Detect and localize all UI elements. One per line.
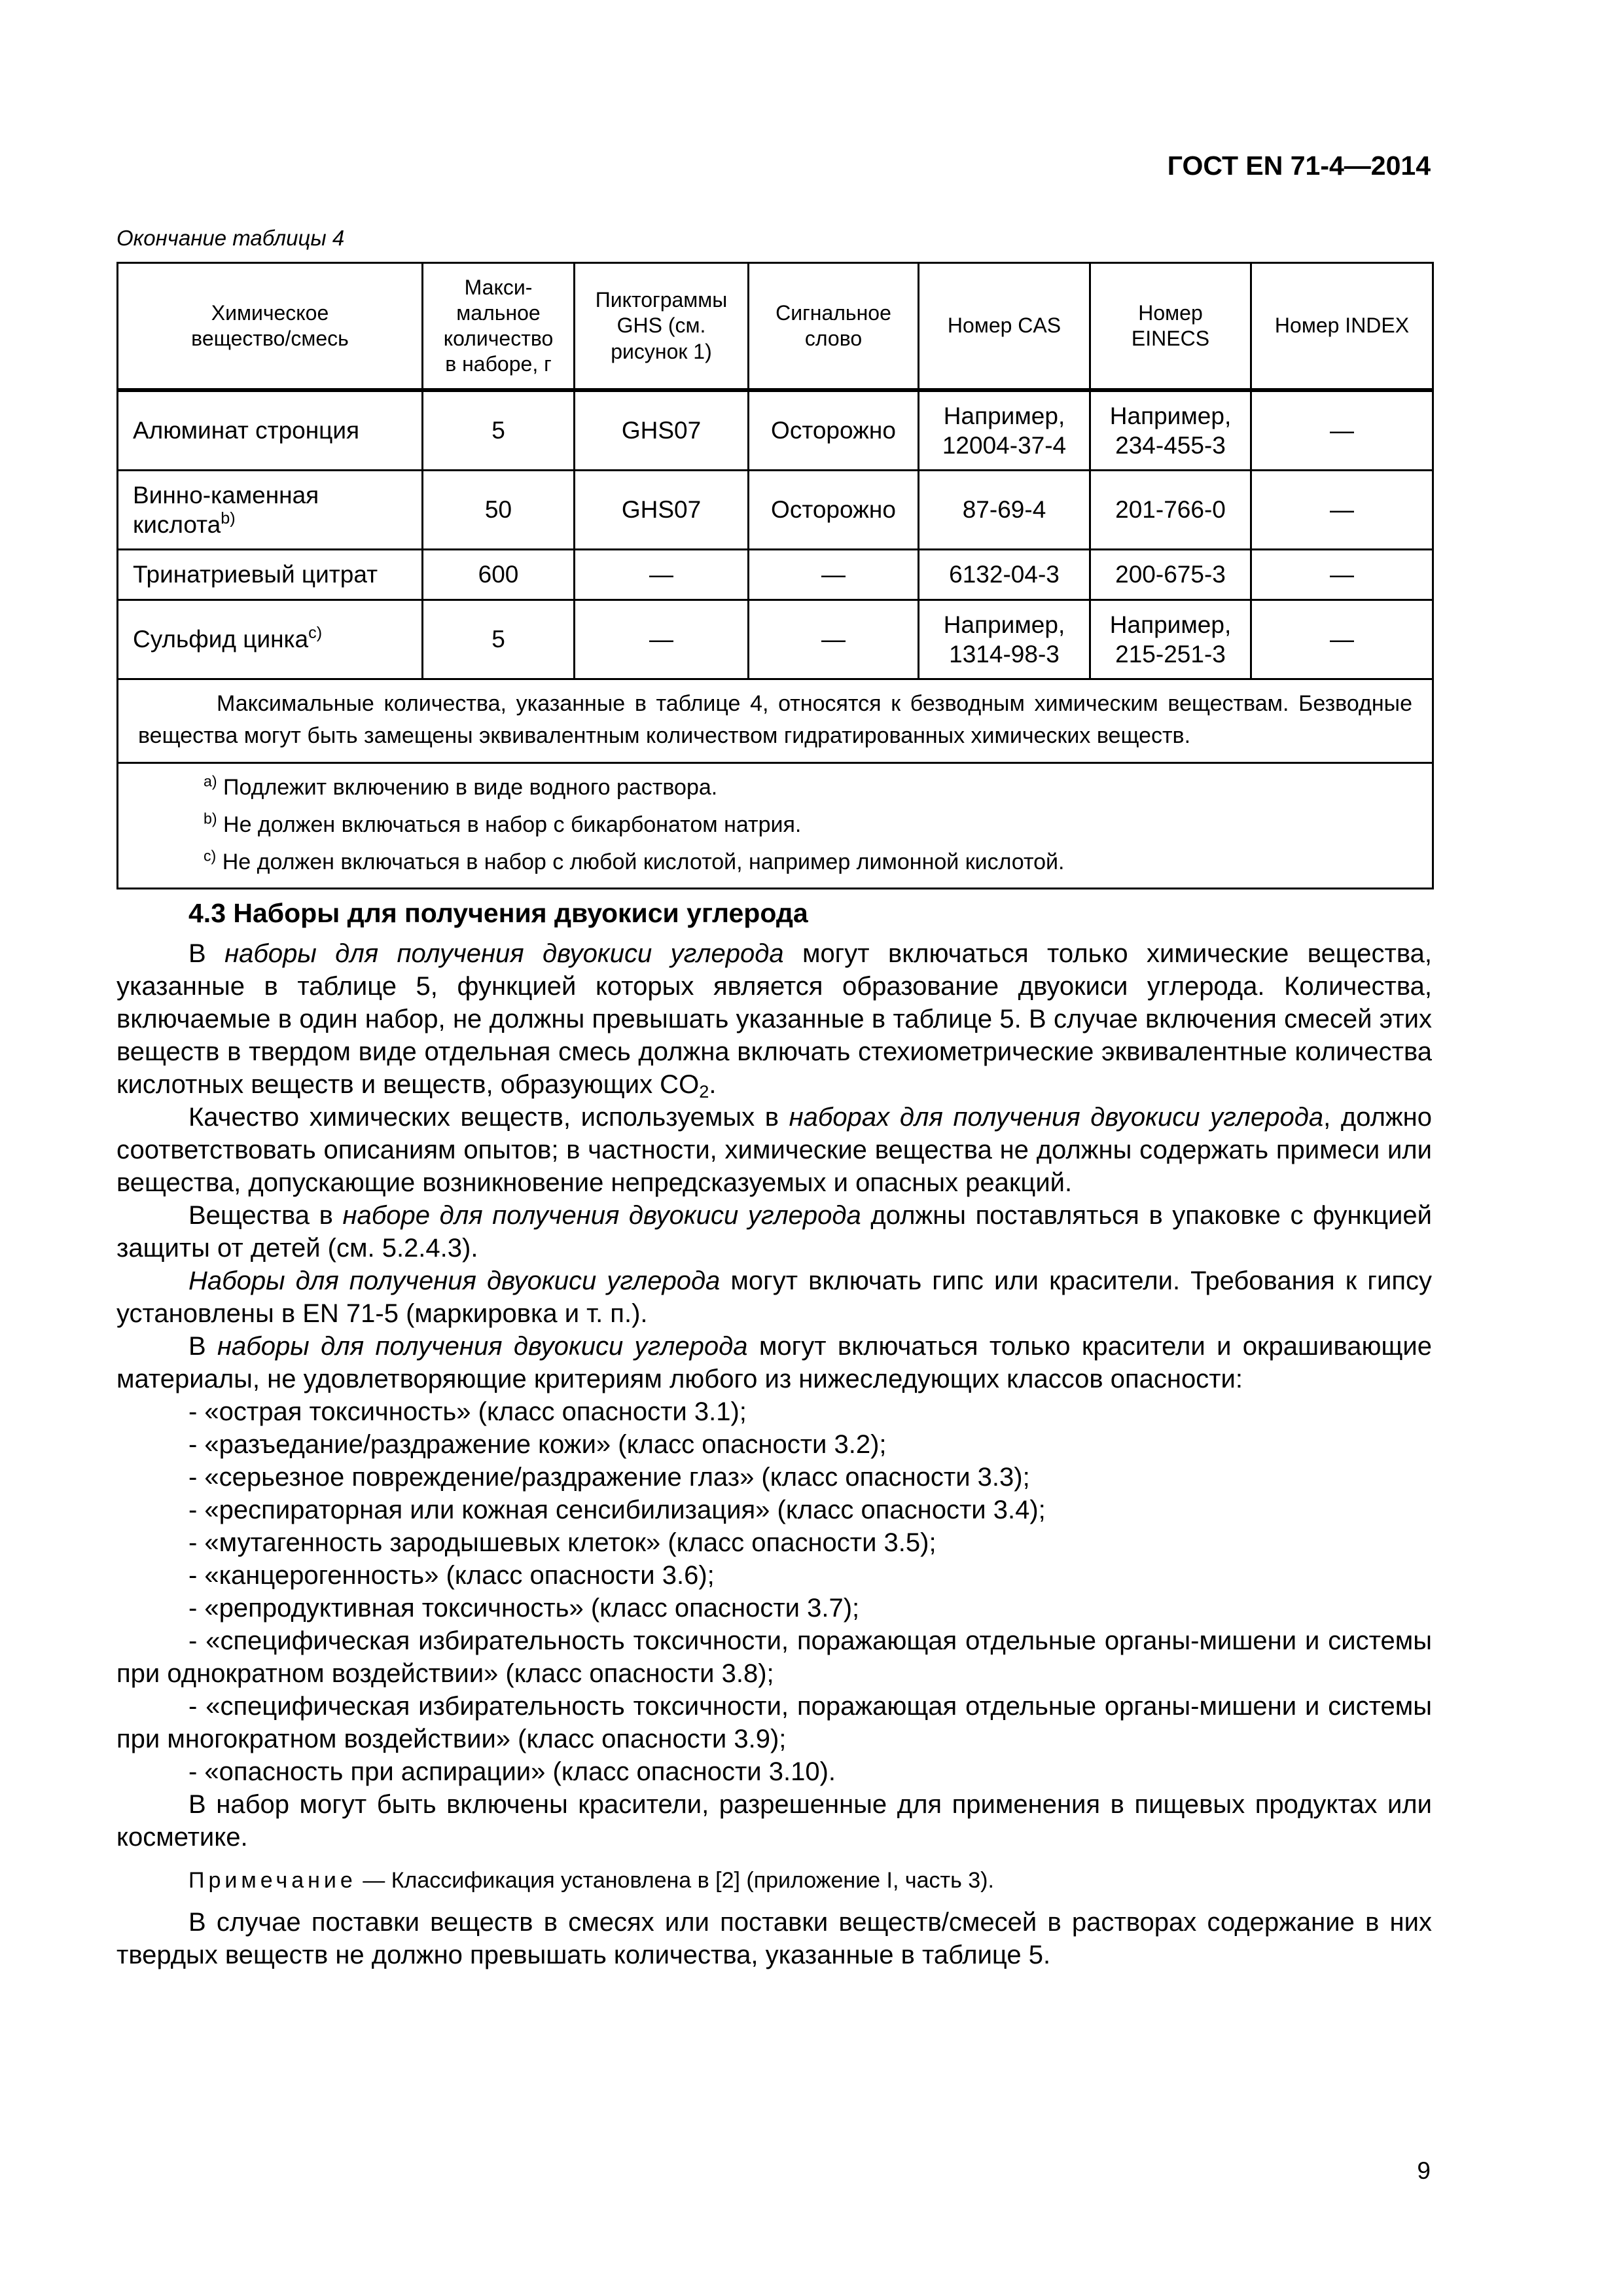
list-item: - «репродуктивная токсичность» (класс опасности 3.7); — [188, 1594, 860, 1623]
list-item: - «опасность при аспирации» (класс опасности 3.10). — [188, 1757, 836, 1786]
index-number: — — [1251, 390, 1433, 471]
signal-word: — — [749, 550, 919, 600]
cas-number: Например, 12004-37-4 — [919, 390, 1090, 471]
note: Примечание — Классификация установлена в [2] (приложение I, часть 3). — [188, 1868, 994, 1893]
substance-name: Тринатриевый цитрат — [118, 550, 423, 600]
column-header-cas: Номер CAS — [919, 263, 1090, 391]
footnote: $^{b)}$ Не должен включаться в набор с бикарбонатом натрия. — [204, 810, 802, 837]
list-item: - «специфическая избирательность токсичности, поражающая отдельные органы-мишени и системы при однократном воздействии» (класс опасности 3.8); — [116, 1626, 1432, 1688]
einecs-number: 201-766-0 — [1090, 471, 1251, 550]
list-item: - «разъедание/раздражение кожи» (класс опасности 3.2); — [188, 1430, 887, 1459]
paragraph: Наборы для получения двуокиси углерода могут включать гипс или красители. Требования к гипсу установлены в EN 71-5 (маркировка и т. п.). — [116, 1266, 1432, 1328]
max-quantity: 5 — [423, 600, 575, 679]
cas-number: 87-69-4 — [919, 471, 1090, 550]
max-quantity: 5 — [423, 390, 575, 471]
paragraph: В набор могут быть включены красители, разрешенные для применения в пищевых продуктах или косметике. — [116, 1790, 1432, 1852]
max-quantity: 50 — [423, 471, 575, 550]
einecs-number: 200-675-3 — [1090, 550, 1251, 600]
table-row — [118, 600, 1433, 679]
index-number: — — [1251, 600, 1433, 679]
cas-number: Например, 1314-98-3 — [919, 600, 1090, 679]
column-header-index: Номер INDEX — [1251, 263, 1433, 391]
note-label: Примечание — [188, 1868, 357, 1893]
section-heading: 4.3 Наборы для получения двуокиси углерода — [188, 898, 808, 928]
column-header-ghs: Пиктограммы GHS (см. рисунок 1) — [575, 263, 749, 391]
list-item: - «мутагенность зародышевых клеток» (класс опасности 3.5); — [188, 1528, 936, 1557]
signal-word: Осторожно — [749, 390, 919, 471]
list-item: - «респираторная или кожная сенсибилизация» (класс опасности 3.4); — [188, 1496, 1046, 1524]
list-item: - «острая токсичность» (класс опасности 3.1); — [188, 1397, 747, 1426]
column-header-max-quantity: Макси- мальное количество в наборе, г — [423, 263, 575, 391]
max-quantity: 600 — [423, 550, 575, 600]
einecs-number: Например, 215-251-3 — [1090, 600, 1251, 679]
einecs-number: Например, 234-455-3 — [1090, 390, 1251, 471]
page-number: 9 — [1417, 2157, 1431, 2184]
cas-number: 6132-04-3 — [919, 550, 1090, 600]
paragraph: Вещества в наборе для получения двуокиси углерода должны поставляться в упаковке с функцией защиты от детей (см. 5.2.4.3). — [116, 1201, 1432, 1263]
document-id: ГОСТ EN 71-4—2014 — [1167, 151, 1431, 181]
ghs-pictogram: GHS07 — [575, 390, 749, 471]
chemicals-table — [116, 262, 1434, 889]
table-caption: Окончание таблицы 4 — [116, 226, 345, 250]
table-row — [118, 471, 1433, 550]
footnote: $^{a)}$ Подлежит включению в виде водного раствора. — [204, 772, 718, 800]
footnote-ref: b) — [221, 509, 236, 528]
table-header-row — [118, 263, 1433, 391]
paragraph: В случае поставки веществ в смесях или поставки веществ/смесей в растворах содержание в них твердых веществ не должно превышать количества, указанные в таблице 5. — [116, 1908, 1432, 1969]
column-header-signal-word: Сигнальное слово — [749, 263, 919, 391]
list-item: - «канцерогенность» (класс опасности 3.6); — [188, 1561, 715, 1590]
ghs-pictogram: GHS07 — [575, 471, 749, 550]
substance-name: Сульфид цинка$^{c)}$ — [118, 600, 423, 679]
substance-name: Винно-каменная кислота$^{b)}$ — [118, 471, 423, 550]
list-item: - «серьезное повреждение/раздражение глаз» (класс опасности 3.3); — [188, 1463, 1030, 1492]
section-body — [116, 890, 1432, 1971]
table-note-row — [118, 679, 1433, 763]
substance-name: Алюминат стронция — [118, 390, 423, 471]
table-row — [118, 390, 1433, 471]
table-note: Максимальные количества, указанные в таблице 4, относятся к безводным химическим веществам. Безводные вещества могут быть замещены эквивалентным количеством гидратированных химических веществ. — [138, 691, 1412, 749]
footnote-ref: c) — [308, 624, 323, 643]
paragraph: В наборы для получения двуокиси углерода могут включаться только красители и окрашивающие материалы, не удовлетворяющие критериям любого из нижеследующих классов опасности: — [116, 1332, 1432, 1393]
column-header-substance: Химическое вещество/смесь — [118, 263, 423, 391]
signal-word: Осторожно — [749, 471, 919, 550]
footnote: $^{c)}$ Не должен включаться в набор с любой кислотой, например лимонной кислотой. — [204, 847, 1065, 874]
paragraph: В наборы для получения двуокиси углерода могут включаться только химические вещества, указанные в таблице 5, функцией которых является образование двуокиси углерода. Количества, включаемые в один набор, не должны превышать указанные в таблице 5. В случае включения смесей этих веществ в твердом виде отдельная смесь должна включать стехиометрические эквивалентные количества кислотных веществ и веществ, образующих $CO_2$. — [116, 939, 1432, 1102]
ghs-pictogram: — — [575, 550, 749, 600]
hazard-class-list — [116, 1395, 1432, 1788]
table-row — [118, 550, 1433, 600]
index-number: — — [1251, 550, 1433, 600]
paragraph: Качество химических веществ, используемых в наборах для получения двуокиси углерода, должно соответствовать описаниям опытов; в частности, химические вещества не должны содержать примеси или вещества, допускающие возникновение непредсказуемых и опасных реакций. — [116, 1103, 1432, 1197]
ghs-pictogram: — — [575, 600, 749, 679]
signal-word: — — [749, 600, 919, 679]
column-header-einecs: Номер EINECS — [1090, 263, 1251, 391]
index-number: — — [1251, 471, 1433, 550]
list-item: - «специфическая избирательность токсичности, поражающая отдельные органы-мишени и системы при многократном воздействии» (класс опасности 3.9); — [116, 1692, 1432, 1753]
table-footnotes-row — [118, 762, 1433, 888]
